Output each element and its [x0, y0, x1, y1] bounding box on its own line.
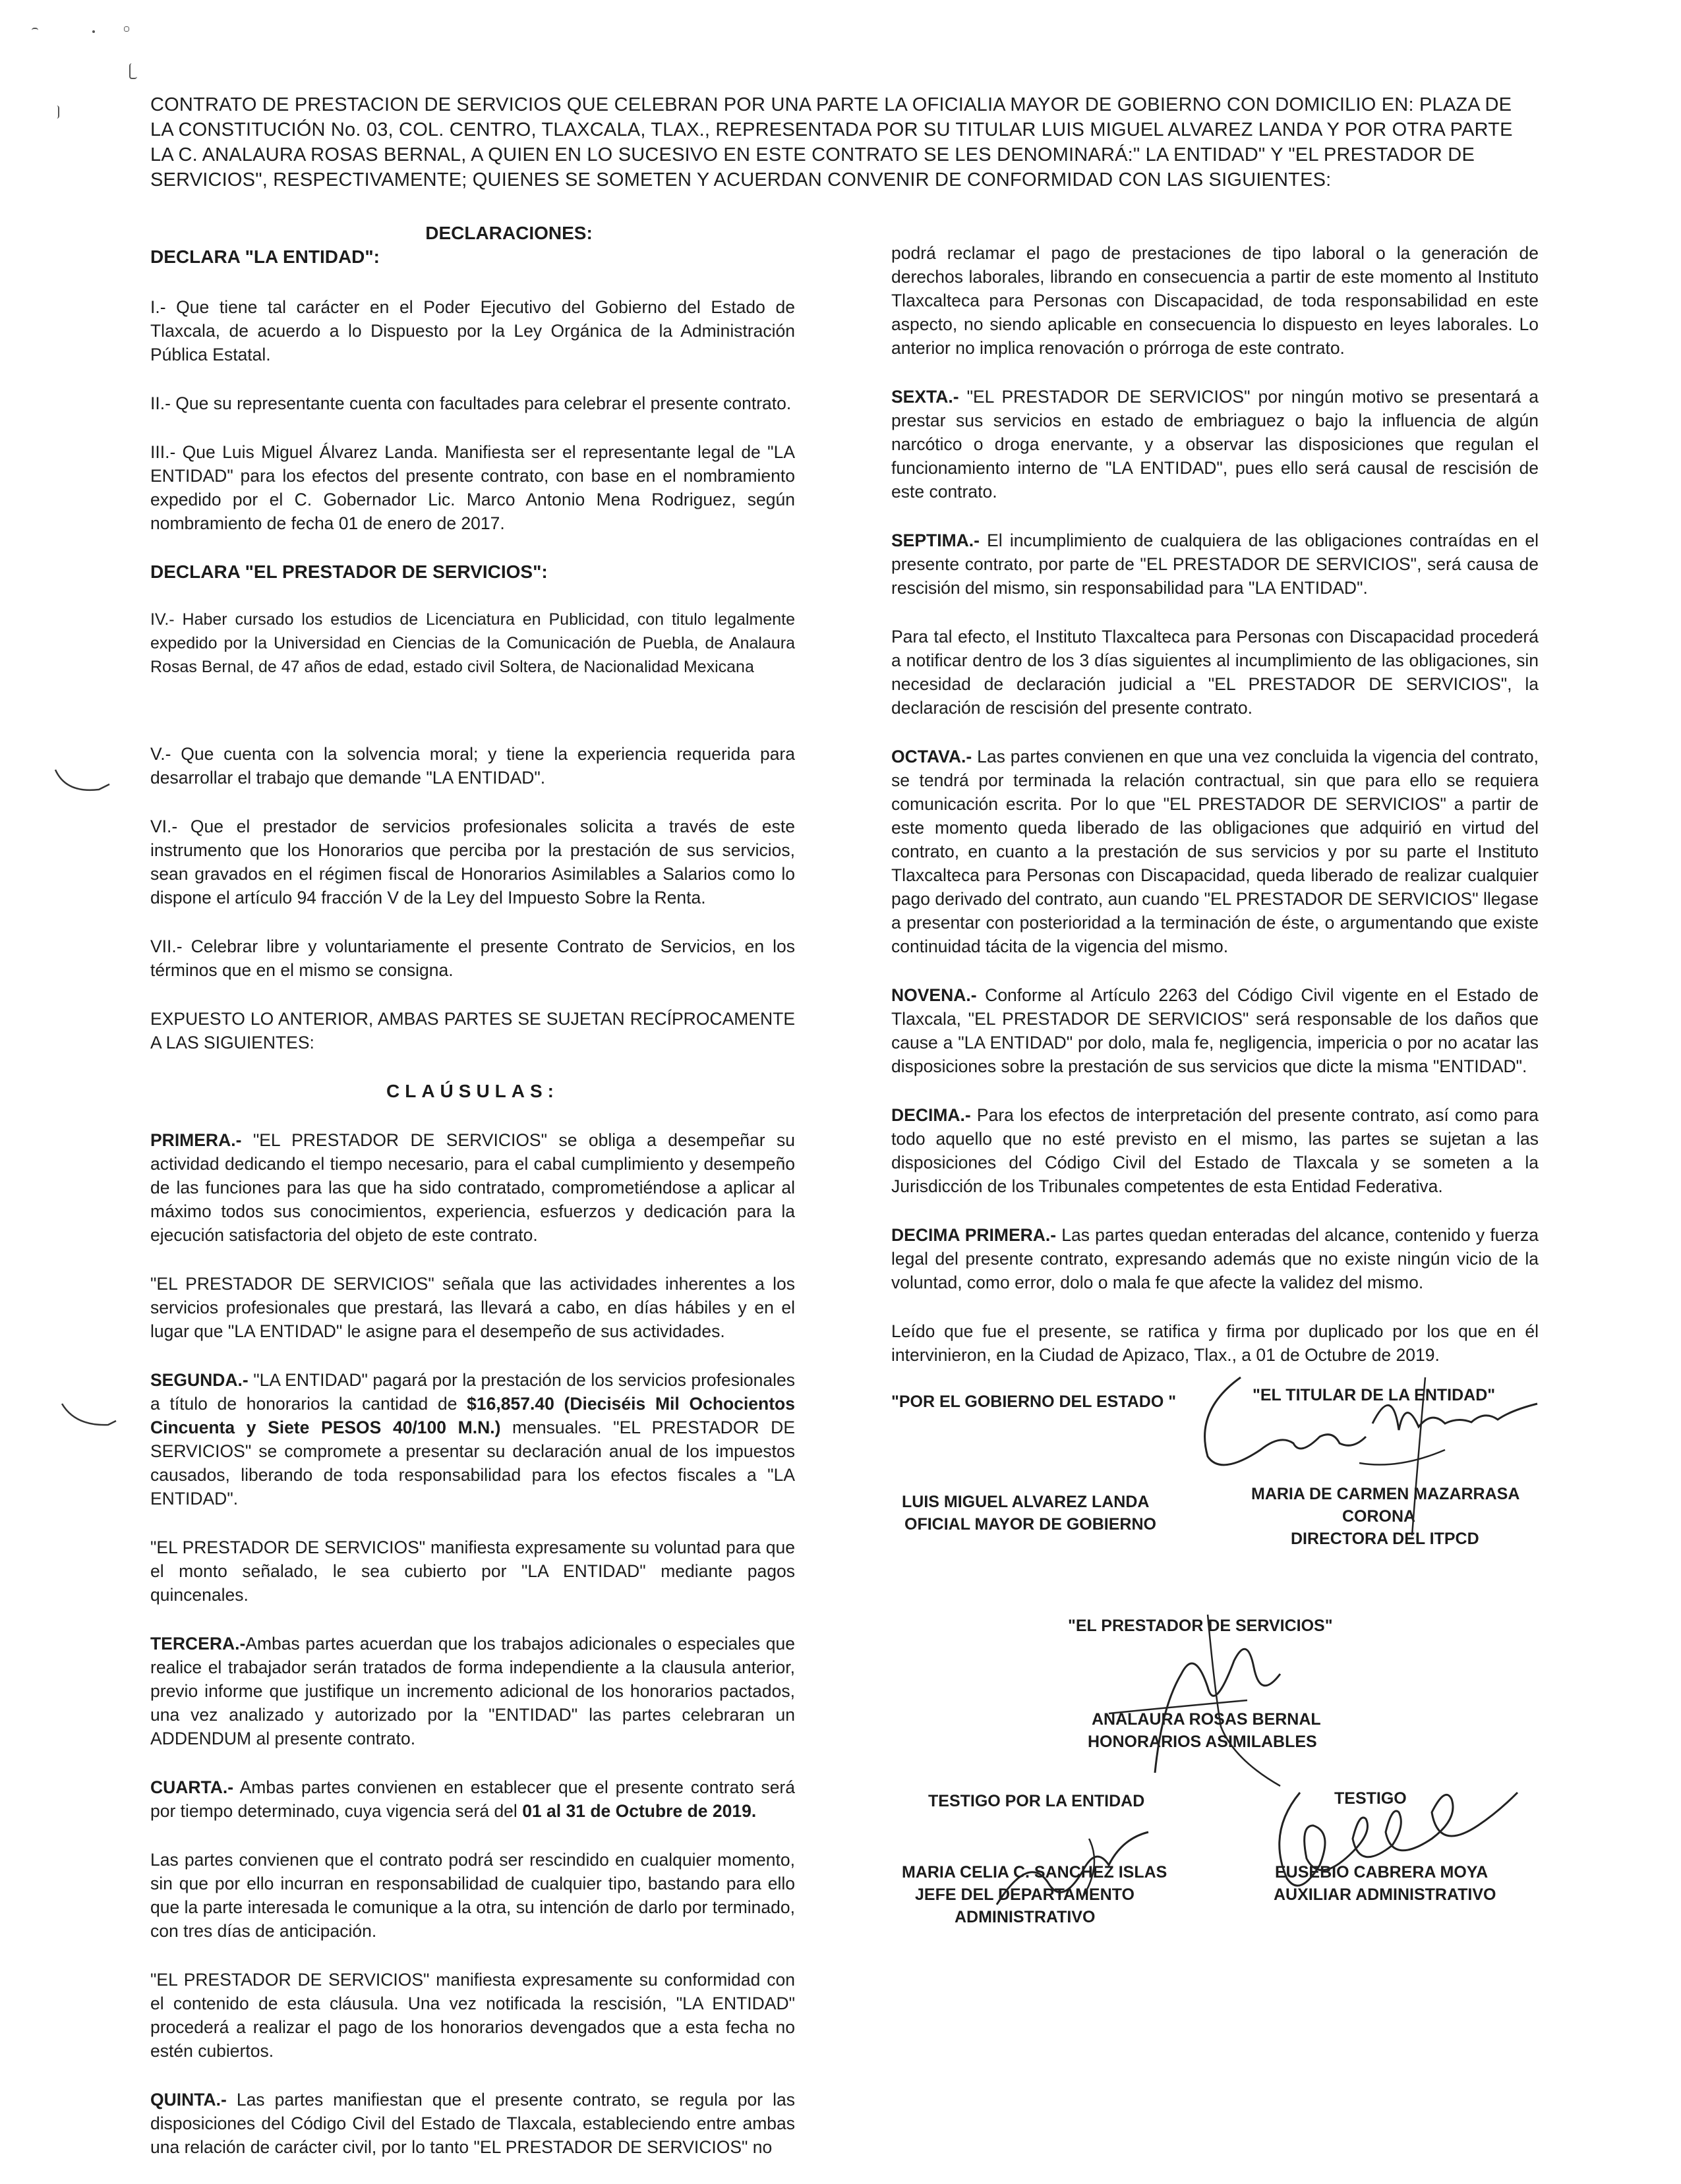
declaraciones-title: DECLARACIONES: — [425, 223, 593, 243]
clause-cuarta-label: CUARTA.- — [150, 1777, 234, 1797]
celia-title-2: ADMINISTRATIVO — [955, 1908, 1096, 1926]
clause-cuarta-rescission: Las partes convienen que el contrato podrá ser rescindido en cualquier momento, sin que por ello incurran en responsabilidad de cualquier tipo, bastando para ello que la parte interesada le comunique a la otra, su intención de darlo por terminado, con tres días de anticipación. — [150, 1850, 795, 1941]
clause-primera-label: PRIMERA.- — [150, 1130, 242, 1150]
clause-novena — [891, 983, 1539, 1078]
declaration-vii: VII.- Celebrar libre y voluntariamente el presente Contrato de Servicios, en los términos que en el mismo se consigna. — [150, 936, 795, 980]
clause-cuarta-conformity: "EL PRESTADOR DE SERVICIOS" manifiesta expresamente su conformidad con el contenido de esta cláusula. Una vez notificada la rescisión, "LA ENTIDAD" procederá a realizar el pago de los honorarios devengados que a esta fecha no estén cubiertos. — [150, 1970, 795, 2061]
declaration-vi: VI.- Que el prestador de servicios profesionales solicita a través de este instrumento que los Honorarios que perciba por la prestación de sus servicios, sean gravados en el régimen fiscal de Honorarios Asimilables a Salarios como lo dispone el artículo 94 fracción V de la Ley del Impuesto Sobre la Renta. — [150, 817, 795, 907]
declara-entidad-heading: DECLARA "LA ENTIDAD": — [150, 246, 380, 267]
clause-primera-text: "EL PRESTADOR DE SERVICIOS" se obliga a desempeñar su actividad dedicando el tiempo necesario, para el cabal cumplimiento y desempeño de las funciones para las que ha sido contratado, comprometiéndose a aplicar al máximo todos sus conocimientos, experiencia, esfuerzos y dedicación para la ejecución satisfactoria del objeto de este contrato. — [150, 1130, 795, 1245]
clause-octava — [891, 745, 1539, 958]
clause-septima-text: El incumplimiento de cualquiera de las obligaciones contraídas en el presente contrato, por parte de "EL PRESTADOR DE SERVICIOS", será causa de rescisión del mismo, sin responsabilidad para "LA ENTIDAD". — [891, 531, 1539, 598]
clause-septima-label: SEPTIMA.- — [891, 531, 980, 550]
clause-octava-text: Las partes convienen en que una vez concluida la vigencia del contrato, se tendrá por terminada la relación contractual, sin que para ello se requiera comunicación escrita. Por lo que "EL PRESTADOR DE SERVICIOS" a partir de este momento queda liberado de las obligaciones que adquirió en virtud del contrato, en cuanto a la prestación de sus servicios y por su parte el Instituto Tlaxcalteca para Personas con Discapacidad, queda liberado de realizar cualquier pago derivado del contrato, aun cuando "EL PRESTADOR DE SERVICIOS" llegase a presentar con posterioridad a la terminación de éste, o argumentando que existe continuidad tácita de la vigencia del mismo. — [891, 747, 1539, 956]
scan-mark — [32, 28, 38, 33]
clause-primera — [150, 1128, 795, 1247]
clause-tercera — [150, 1632, 795, 1750]
clause-tercera-label: TERCERA.- — [150, 1634, 246, 1653]
clause-decima-primera — [891, 1223, 1539, 1294]
maria-title: DIRECTORA DEL ITPCD — [1291, 1530, 1479, 1548]
scan-mark — [124, 26, 129, 32]
scan-mark — [92, 30, 95, 33]
clause-cuarta-text: Ambas partes convienen en establecer que el presente contrato será por tiempo determinado, cuya vigencia será del — [150, 1777, 795, 1821]
clause-decima-primera-label: DECIMA PRIMERA.- — [891, 1225, 1057, 1245]
maria-name-2: CORONA — [1342, 1507, 1416, 1526]
eusebio-title: AUXILIAR ADMINISTRATIVO — [1274, 1885, 1496, 1904]
contract-intro: CONTRATO DE PRESTACION DE SERVICIOS QUE CELEBRAN POR UNA PARTE LA OFICIALIA MAYOR DE GOBIERNO CON DOMICILIO EN: PLAZA DE LA CONSTITUCIÓN No. 03, COL. CENTRO, TLAXCALA, TLAX., REPRESENTADA POR SU TITULAR LUIS MIGUEL ALVAREZ LANDA Y POR OTRA PARTE LA C. ANALAURA ROSAS BERNAL, A QUIEN EN LO SUCESIVO EN ESTE CONTRATO SE LES DENOMINARÁ:" LA ENTIDAD" Y "EL PRESTADOR DE SERVICIOS", RESPECTIVAMENTE; QUIENES SE SOMETEN Y ACUERDAN CONVENIR DE CONFORMIDAD CON LAS SIGUIENTES: — [150, 94, 1513, 190]
declaration-iv: IV.- Haber cursado los estudios de Licenciatura en Publicidad, con titulo legalmente expedido por la Universidad en Ciencias de la Comunicación de Puebla, de Analaura Rosas Bernal, de 47 años de edad, estado civil Soltera, de Nacionalidad Mexicana — [150, 610, 795, 676]
clause-primera-activities: "EL PRESTADOR DE SERVICIOS" señala que las actividades inherentes a los servicios profesionales que prestará, las llevará a cabo, en días hábiles y en el lugar que "LA ENTIDAD" le asigne para el desempeño de sus actividades. — [150, 1274, 795, 1341]
redacted-area — [150, 679, 795, 742]
declara-prestador-heading: DECLARA "EL PRESTADOR DE SERVICIOS": — [150, 561, 548, 582]
clause-sexta — [891, 385, 1539, 503]
clause-segunda-text-b: mensuales. "EL PRESTADOR DE SERVICIOS" se compromete a presentar su declaración anual de los impuestos causados, liberando de toda responsabilidad para los efectos fiscales a "LA ENTIDAD". — [150, 1418, 795, 1509]
analaura-name: ANALAURA ROSAS BERNAL — [1092, 1710, 1321, 1729]
declaration-i: I.- Que tiene tal carácter en el Poder Ejecutivo del Gobierno del Estado de Tlaxcala, de acuerdo a lo Dispuesto por la Ley Orgánica de la Administración Pública Estatal. — [150, 297, 795, 364]
signing-statement: Leído que fue el presente, se ratifica y firma por duplicado por los que en él intervinieron, en la Ciudad de Apizaco, Tlax., a 01 de Octubre de 2019. — [891, 1321, 1539, 1365]
payment-amount: $16,857.40 (Dieciséis Mil Ochocientos Cincuenta y Siete PESOS 40/100 M.N.) — [150, 1394, 795, 1437]
scan-mark — [129, 63, 137, 79]
clause-segunda — [150, 1368, 795, 1510]
margin-mark — [59, 1397, 119, 1437]
luis-title: OFICIAL MAYOR DE GOBIERNO — [904, 1515, 1156, 1534]
clause-sexta-text: "EL PRESTADOR DE SERVICIOS" por ningún motivo se presentará a prestar sus servicios en estado de embriaguez o bajo la influencia de algún narcótico o droga enervante, y a observar las disposiciones que regulan el funcionamiento interno de "LA ENTIDAD", pues ello será causal de rescisión de este contrato. — [891, 387, 1539, 502]
expuesto-paragraph: EXPUESTO LO ANTERIOR, AMBAS PARTES SE SUJETAN RECÍPROCAMENTE A LAS SIGUIENTES: — [150, 1009, 795, 1052]
declaration-v: V.- Que cuenta con la solvencia moral; y tiene la experiencia requerida para desarrollar el trabajo que demande "LA ENTIDAD". — [150, 744, 795, 788]
titular-label: "EL TITULAR DE LA ENTIDAD" — [1253, 1386, 1496, 1404]
scan-mark — [53, 105, 59, 119]
right-column — [891, 241, 1539, 1392]
maria-name: MARIA DE CARMEN MAZARRASA — [1251, 1485, 1520, 1503]
clause-segunda-payments: "EL PRESTADOR DE SERVICIOS" manifiesta expresamente su voluntad para que el monto señalado, le sea cubierto por "LA ENTIDAD" mediante pagos quincenales. — [150, 1537, 795, 1605]
clause-novena-text: Conforme al Artículo 2263 del Código Civil vigente en el Estado de Tlaxcala, "EL PRESTADOR DE SERVICIOS" será responsable de los daños que cause a "LA ENTIDAD" por dolo, mala fe, negligencia, impericia o por no acatar las disposiciones sobre la prestación de sus servicios que dicte la misma "ENTIDAD". — [891, 985, 1539, 1076]
clause-segunda-text-a: "LA ENTIDAD" pagará por la prestación de los servicios profesionales a título de honorarios la cantidad de — [150, 1370, 795, 1414]
clausulas-title: CLAÚSULAS: — [386, 1081, 559, 1101]
clause-decima-label: DECIMA.- — [891, 1105, 971, 1125]
signature-block — [891, 1386, 1539, 2050]
left-column — [150, 221, 795, 2184]
prestador-label: "EL PRESTADOR DE SERVICIOS" — [1068, 1617, 1333, 1635]
clause-sexta-label: SEXTA.- — [891, 387, 959, 407]
clause-novena-label: NOVENA.- — [891, 985, 977, 1005]
clause-segunda-label: SEGUNDA.- — [150, 1370, 249, 1390]
celia-name: MARIA CELIA C. SANCHEZ ISLAS — [902, 1863, 1167, 1882]
testigo-entidad-label: TESTIGO POR LA ENTIDAD — [928, 1792, 1145, 1810]
clause-octava-label: OCTAVA.- — [891, 747, 972, 766]
clause-cuarta — [150, 1775, 795, 1823]
clause-quinta-text: Las partes manifiestan que el presente contrato, se regula por las disposiciones del Código Civil del Estado de Tlaxcala, estableciendo entre ambas una relación de carácter civil, por lo tanto "EL PRESTADOR DE SERVICIOS" no — [150, 2090, 795, 2157]
luis-name: LUIS MIGUEL ALVAREZ LANDA — [902, 1493, 1150, 1511]
clause-septima-notification: Para tal efecto, el Instituto Tlaxcalteca para Personas con Discapacidad procederá a notificar dentro de los 3 días siguientes al incumplimiento de las obligaciones, sin necesidad de declaración judicial a "EL PRESTADOR DE SERVICIOS", la declaración de rescisión del presente contrato. — [891, 627, 1539, 718]
declaration-ii: II.- Que su representante cuenta con facultades para celebrar el presente contrato. — [150, 393, 792, 413]
clause-quinta — [150, 2088, 795, 2159]
celia-title: JEFE DEL DEPARTAMENTO — [915, 1885, 1135, 1904]
clause-quinta-continued: podrá reclamar el pago de prestaciones de tipo laboral o la generación de derechos laborales, librando en consecuencia a partir de este momento al Instituto Tlaxcalteca para Personas con Discapacidad, de toda responsabilidad en este aspecto, no siendo aplicable en consecuencia lo dispuesto en leyes laborales. Lo anterior no implica renovación o prórroga de este contrato. — [891, 243, 1539, 358]
clause-decima — [891, 1103, 1539, 1198]
eusebio-name: EUSEBIO CABRERA MOYA — [1275, 1863, 1489, 1882]
gobierno-label: "POR EL GOBIERNO DEL ESTADO " — [891, 1393, 1177, 1411]
clause-tercera-text: Ambas partes acuerdan que los trabajos adicionales o especiales que realice el trabajador serán tratados de forma independiente a la clausula anterior, previo informe que justifique un incremento adicional de los honorarios pactados, una vez analizado y autorizado por la "ENTIDAD" las partes celebraran un ADDENDUM al presente contrato. — [150, 1634, 795, 1748]
testigo-label: TESTIGO — [1334, 1789, 1407, 1808]
clause-decima-primera-text: Las partes quedan enteradas del alcance, contenido y fuerza legal del presente contrato, expresando además que no existe ningún vicio de la voluntad, como error, dolo o mala fe que afecte la validez del mismo. — [891, 1225, 1539, 1292]
clause-quinta-label: QUINTA.- — [150, 2090, 227, 2110]
clause-septima — [891, 529, 1539, 600]
analaura-title: HONORARIOS ASIMILABLES — [1088, 1733, 1317, 1751]
declaration-iii: III.- Que Luis Miguel Álvarez Landa. Manifiesta ser el representante legal de "LA ENTIDAD" para los efectos del presente contrato, con base en el nombramiento expedido por el C. Gobernador Lic. Marco Antonio Mena Rodriguez, según nombramiento de fecha 01 de enero de 2017. — [150, 442, 795, 533]
clause-decima-text: Para los efectos de interpretación del presente contrato, así como para todo aquello que no esté previsto en el mismo, las partes se sujetan a las disposiciones del Código Civil del Estado de Tlaxcala y se someten a la Jurisdicción de los Tribunales competentes de esta Entidad Federativa. — [891, 1105, 1539, 1196]
contract-period: 01 al 31 de Octubre de 2019. — [522, 1801, 757, 1821]
margin-mark — [53, 764, 112, 804]
